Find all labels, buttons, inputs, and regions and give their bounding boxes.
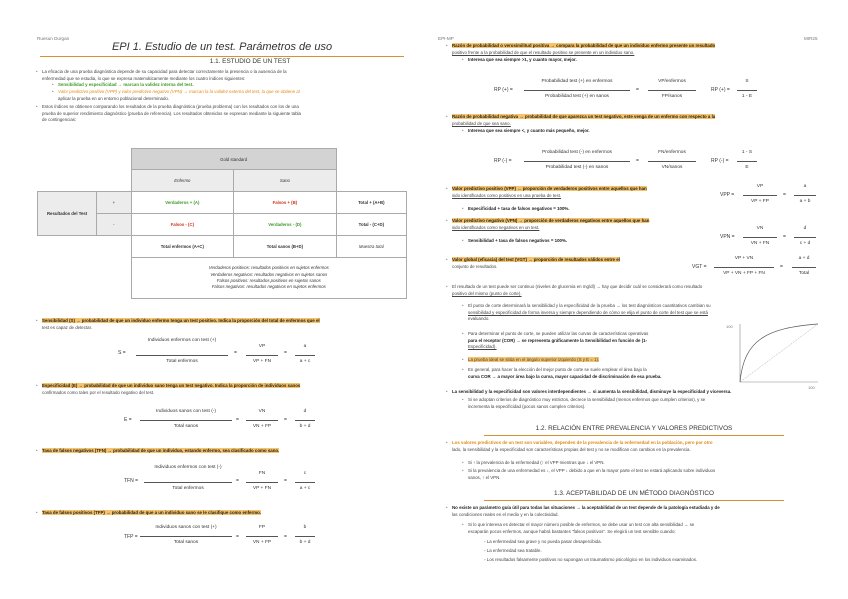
section-heading-1-1: 1.1. ESTUDIO DE UN TEST	[209, 58, 291, 65]
aceptabilidad-item-1: ◦ La enfermedad sea grave y no pueda pasar desapercibida.	[484, 539, 602, 544]
row-minus: -	[97, 214, 131, 236]
vpn-sub: • Sensibilidad + tasa de falsos negativos = 100%.	[468, 238, 708, 245]
cell-fn: Falsos - (C)	[131, 214, 234, 236]
corte-item-4: • En general, para hacer la elección del mejor punto de corte se suele emplear el área bajo la curva COR → a mayor área bajo la curva, mayor capacidad de discriminación de esa prueba.	[468, 367, 713, 380]
rp-negativa-sub: • Interesa que sea siempre <, y cuanto más pequeño, mejor.	[468, 128, 808, 135]
rp-positiva-sub: • Interesa que sea siempre >1, y cuanto mayor, mejor.	[468, 57, 808, 64]
running-head-left: Ruesun Durgan	[37, 36, 70, 41]
interdependencia-sub: • Si se adoptan criterios de diagnóstico muy estrictos, decrece la sensibilidad (menos enfermos que cumplen criterios), y se incrementa la especificidad (pocos sanos cumplen criterios).	[468, 397, 823, 410]
vgt-def: • Valor global (eficacia) del test (VGT) → proporción de resultados válidos entre el conjunto de resultados.	[452, 257, 702, 270]
running-head-epi: EPI-MP	[438, 36, 454, 41]
section-heading-1-3: 1.3. ACEPTABILIDAD DE UN MÉTODO DIAGNÓSTICO	[484, 490, 784, 501]
interdependencia-def: • La sensibilidad y la especificidad son valores interdependientes → si aumenta la sensibilidad, disminuye la especificidad y viceversa.	[452, 389, 832, 396]
cell-vn: Verdaderos - (D)	[234, 214, 337, 236]
row-plus: +	[97, 192, 131, 214]
roc-x-tick: 100	[808, 385, 815, 390]
vpp-def: • Valor predictivo positivo (VPP) → proporción de verdaderos positivos entre aquellos que han sido identificados como positivos en una prueba de test.	[452, 186, 712, 199]
cell-total-sanos: Total sanos (B+D)	[234, 236, 337, 258]
cell-total-enfermos: Total enfermos (A+C)	[131, 236, 234, 258]
table-notes: Verdaderos positivos: resultados positivos en sujetos enfermos Verdaderos negativos: resultados negativos en sujetos sanos Falsos positivos: resultados positivos en sujetos sanos Falsos negativos: resultados negativos en sujetos enfermos	[131, 258, 406, 299]
aceptabilidad-def: • No existe un parámetro guía útil para todas las situaciones → la aceptabilidad de un test depende de la patología estudiada y de las condiciones reales en el medio y en la colectividad.	[452, 505, 830, 518]
intro-paragraph: • La eficacia de una prueba diagnóstica depende de su capacidad para detectar correctamente la presencia o la ausencia de la enfermedad que se estudia, lo que se expresa matemáticamente mediante los cuatro índices siguientes:	[42, 69, 412, 82]
page-title-bar	[40, 41, 404, 57]
left-page: Ruesun Durgan EPI 1. Estudio de un test. Parámetros de uso 1.1. ESTUDIO DE UN TEST • La eficacia de una prueba diagnóstica depende de su capacidad para detectar correctamente la presencia o la ausencia de la enfermedad que se estudia, lo que se expresa matemáticamente mediante los cuatro índices siguientes: • Sensibilidad y especificidad → marcan la validez interna del test. • Valor predictivo positivo (VPP) y valor predictivo negativo (VPN) → marcan la la validez externa del test, la que se obtiene al aplicar la prueba en un entorno poblacional determinado. • Estos índices se obtienen comparando los resultados de la prueba diagnóstica (prueba problema) con los resultados con los de una prueba de superior rendimiento diagnóstico (prueba de referencia). Los resultados obtenidos se expresan mediante la siguiente tabla de contingencias: Gold standard Enfermo Sano Resultados del Test + Verdaderos + (A) Falsos + (B) Total + (A+B) - Falsos - (C) Verdaderos - (D) Total - (C+D) Total enfermos (A+C) Total sanos (B+D) Muestra total Verdaderos positivos: resultados positivos en sujetos enfermos Verdaderos negativos: resultados negativos en sujetos sanos Falsos positivos: resultados positivos en sujetos sanos Falsos negativos: resultados negativos en sujetos enfermos • Sensibilidad (S) → probabilidad de que un individuo enfermo tenga un test positivo. Indica la proporción del total de enfermos que el test es capaz de detectar. S = Individuos enfermos con test (+) Total enfermos = VP VP + FN = a a + c • Especificidad (E) → probabilidad de que un individuo sano tenga un test negativo. Indica la proporción de individuos sanos confirmados como tales por el resultado negativo del test. E = Individuos sanos con test (-) Total sanos = VN VN + FP = d b + d • Tasa de falsos negativos (TFN) → probabilidad de que un individuo, estando enfermo, sea clasificado como sano. TFN = Individuos enfermos con test (-) Total enfermos = FN VP + FN = c a + c • Tasa de falsos positivos (TFP) → probabilidad de que a un individuo sano se le clasifique como enfermo. TFP = Individuos sanos con test (+) Total sanos = FP VN + FP = b b + d	[0, 0, 424, 599]
corte-item-3: • La prueba ideal se sitúa en el ángulo superior izquierdo (S y E = 1).	[468, 357, 713, 364]
roc-curve-graph	[726, 320, 826, 390]
running-head-mir: MIR25	[804, 36, 818, 41]
tfn-def: • Tasa de falsos negativos (TFN) → probabilidad de que un individuo, estando enfermo, sea clasificado como sano.	[42, 448, 412, 455]
vpn-def: • Valor predictivo negativo (VPN) → proporción de verdaderos negativos entre aquellos que han sido identificados como negativos en un test.	[452, 218, 712, 231]
rp-negativa-def: • Razón de probabilidad negativa → probabilidad de que aparezca un test negativo, este venga de un enfermo con respecto a la probabilidad de que sea sano.	[452, 114, 822, 127]
intro-sub1: • Sensibilidad y especificidad → marcan la validez interna del test.	[58, 82, 408, 89]
right-page: EPI-MP MIR25 • Razón de probabilidad o verosimilitud positiva → compara la probabilidad de que un individuo enfermo presente un resultado positivo frente a la probabilidad de que el resultado positivo se presente en un individuo sano. • Interesa que sea siempre >1, y cuanto mayor, mejor. RP (+) = Probabilidad test (+) en enfermos Probabilidad test (+) en sanos = VP/enfermos FP/sanos RP (+) = S 1 - E • Razón de probabilidad negativa → probabilidad de que aparezca un test negativo, este venga de un enfermo con respecto a la probabilidad de que sea sano. • Interesa que sea siempre <, y cuanto más pequeño, mejor. RP (-) = Probabilidad test (-) en enfermos Probabilidad test (-) en sanos = FN/enfermos VN/sanos RP (-) = 1 - S E • Valor predictivo positivo (VPP) → proporción de verdaderos positivos entre aquellos que han sido identificados como positivos en una prueba de test. • Especificidad + tasa de falsos negativos = 100%. VPP = VP VP + FP = a a + b • Valor predictivo negativo (VPN) → proporción de verdaderos negativos entre aquellos que han sido identificados como negativos en un test. • Sensibilidad + tasa de falsos negativos = 100%. VPN = VN VN + FN = d c + d • Valor global (eficacia) del test (VGT) → proporción de resultados válidos entre el conjunto de resultados. VGT = VP + VN VP + VN + FP + FN = a + d Total • El resultado de un test puede ser continuo (niveles de glucemia en mg/dl) → hay que decidir cuál se considerará como resultado positivo del mismo (punto de corte). • El punto de corte determinará la sensibilidad y la especificidad de la prueba → los test diagnósticos cuantitativos cambian su sensibilidad y especificidad de forma inversa y siempre dependiendo de cómo se elija el punto de corte del test que se está evaluando. • Para determinar el punto de corte, se pueden utilizar las curvas de características operativas para el receptor (COR) → se representa gráficamente la Sensibilidad en función de (1- Especificidad). • La prueba ideal se sitúa en el ángulo superior izquierdo (S y E = 1). • En general, para hacer la elección del mejor punto de corte se suele emplear el área bajo la curva COR → a mayor área bajo la curva, mayor capacidad de discriminación de esa prueba. 100 100 • La sensibilidad y la especificidad son valores interdependientes → si aumenta la sensibilidad, disminuye la especificidad y viceversa. • Si se adoptan criterios de diagnóstico muy estrictos, decrece la sensibilidad (menos enfermos que cumplen criterios), y se incrementa la especificidad (pocos sanos cumplen criterios). 1.2. RELACIÓN ENTRE PREVALENCIA Y VALORES PREDICTIVOS • Los valores predictivos de un test son variables, dependen de la prevalencia de la enfermedad en la población, pero por otro lado, la sensibilidad y la especificidad son características propias del test y no se modifican con cambios en la prevalencia. • Si ↑ la prevalencia de la enfermedad (↑ el VPP mientras que ↓ el VPN. • Si la prevalencia de una enfermedad es ↓, el VPP ↓ debido a que en la mayor parte el test se estará aplicando sobre individuos sanos, ↑ el VPN. 1.3. ACEPTABILIDAD DE UN MÉTODO DIAGNÓSTICO • No existe un parámetro guía útil para todas las situaciones → la aceptabilidad de un test depende de la patología estudiada y de las condiciones reales en el medio y en la colectividad. • Si lo que interesa es detectar el mayor número posible de enfermos, se debe usar un test con alta sensibilidad → se escaparán pocos enfermos, aunque habrá bastantes "falsos positivos". Se elegirá un test sensible cuando: ◦ La enfermedad sea grave y no pueda pasar desapercibida. ◦ La enfermedad sea tratable. ◦ Los resultados falsamente positivos no supongan un traumatismo psicológico en los individuos examinados.	[424, 0, 848, 599]
gold-standard-header: Gold standard	[131, 149, 336, 170]
prevalencia-sub-1: • Si ↑ la prevalencia de la enfermedad (↑ el VPP mientras que ↓ el VPN.	[468, 460, 823, 467]
sensibilidad-def: • Sensibilidad (S) → probabilidad de que un individuo enfermo tenga un test positivo. Indica la proporción del total de enfermos que el test es capaz de detectar.	[42, 318, 412, 331]
corte-item-2: • Para determinar el punto de corte, se pueden utilizar las curvas de características operativas para el receptor (COR) → se representa gráficamente la Sensibilidad en función de (1- Especificidad).	[468, 331, 713, 351]
section-heading-1-2: 1.2. RELACIÓN ENTRE PREVALENCIA Y VALORES PREDICTIVOS	[484, 425, 784, 436]
col-sano: Sano	[234, 170, 337, 192]
cell-muestra-total: Muestra total	[336, 236, 406, 258]
rp-positiva-def: • Razón de probabilidad o verosimilitud positiva → compara la probabilidad de que un individuo enfermo presente un resultado positivo frente a la probabilidad de que el resultado positivo se presente en un individuo sano.	[452, 43, 822, 56]
cell-fp: Falsos + (B)	[234, 192, 337, 214]
aceptabilidad-item-2: ◦ La enfermedad sea tratable.	[484, 548, 542, 553]
page-title: EPI 1. Estudio de un test. Parámetros de uso	[111, 41, 333, 53]
row-label-resultados: Resultados del Test	[38, 192, 97, 236]
roc-diagonal	[740, 324, 818, 382]
cell-vp: Verdaderos + (A)	[131, 192, 234, 214]
roc-y-tick: 100	[726, 324, 733, 329]
intro-sub2: • Valor predictivo positivo (VPP) y valor predictivo negativo (VPN) → marcan la la validez externa del test, la que se obtiene al aplicar la prueba en un entorno poblacional determinado.	[58, 89, 408, 102]
cell-total-neg: Total - (C+D)	[336, 214, 406, 236]
tfp-def: • Tasa de falsos positivos (TFP) → probabilidad de que a un individuo sano se le clasifique como enfermo.	[42, 510, 412, 517]
prevalencia-sub-2: • Si la prevalencia de una enfermedad es ↓, el VPP ↓ debido a que en la mayor parte el test se estará aplicando sobre individuos sanos, ↑ el VPN.	[468, 468, 823, 481]
aceptabilidad-item-3: ◦ Los resultados falsamente positivos no supongan un traumatismo psicológico en los individuos examinados.	[484, 557, 698, 562]
cell-total-pos: Total + (A+B)	[336, 192, 406, 214]
prevalencia-def: • Los valores predictivos de un test son variables, dependen de la prevalencia de la enfermedad en la población, pero por otro lado, la sensibilidad y la especificidad son características propias del test y no se modifican con cambios en la prevalencia.	[452, 440, 830, 453]
contingency-table	[37, 148, 407, 299]
continuo-def: • El resultado de un test puede ser continuo (niveles de glucemia en mg/dl) → hay que decidir cuál se considerará como resultado positivo del mismo (punto de corte).	[452, 284, 822, 297]
especificidad-def: • Especificidad (E) → probabilidad de que un individuo sano tenga un test negativo. Indica la proporción de individuos sanos confirmados como tales por el resultado negativo del test.	[42, 383, 412, 396]
vpp-sub: • Especificidad + tasa de falsos negativos = 100%.	[468, 206, 708, 213]
contingency-intro: • Estos índices se obtienen comparando los resultados de la prueba diagnóstica (prueba problema) con los resultados con los de una prueba de superior rendimiento diagnóstico (prueba de referencia). Los resultados obtenidos se expresan mediante la siguiente tabla de contingencias:	[42, 104, 412, 124]
col-enfermo: Enfermo	[131, 170, 234, 192]
aceptabilidad-sub: • Si lo que interesa es detectar el mayor número posible de enfermos, se debe usar un test con alta sensibilidad → se escaparán pocos enfermos, aunque habrá bastantes "falsos positivos". Se elegirá un test sensible cuando:	[468, 522, 823, 535]
corte-item-1: • El punto de corte determinará la sensibilidad y la especificidad de la prueba → los test diagnósticos cuantitativos cambian su sensibilidad y especificidad de forma inversa y siempre dependiendo de cómo se elija el punto de corte del test que se está evaluando.	[468, 303, 818, 323]
